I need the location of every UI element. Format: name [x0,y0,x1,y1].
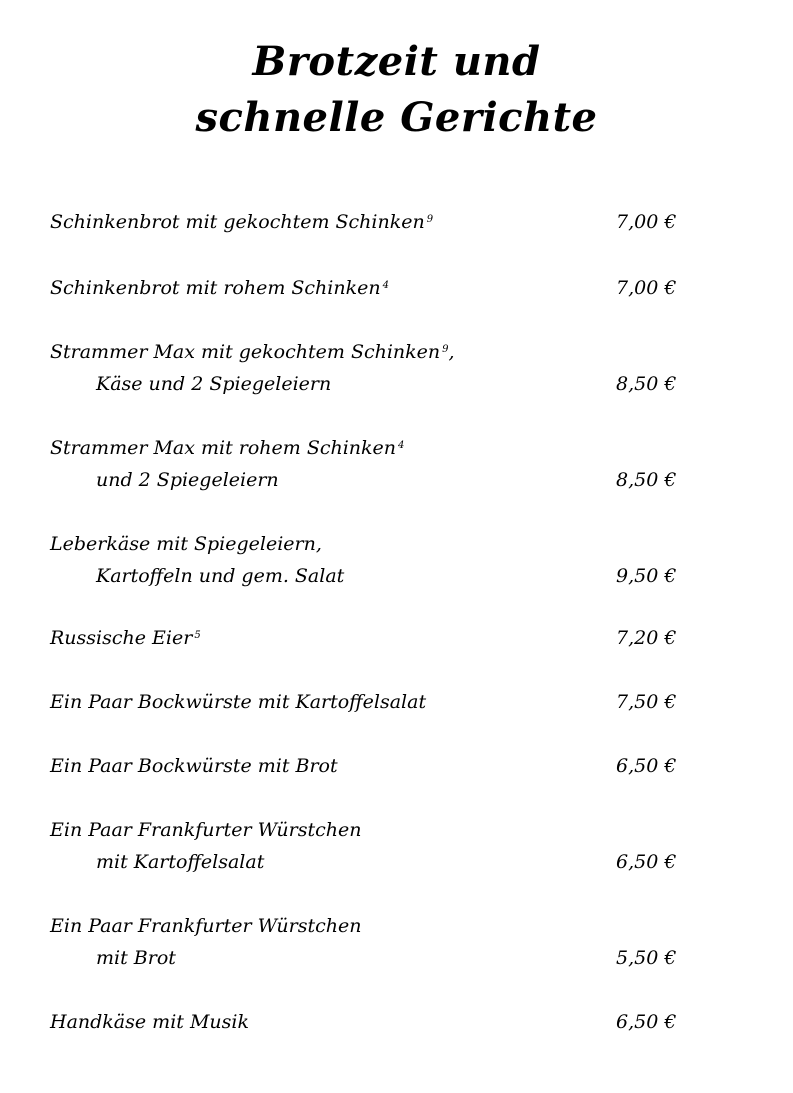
allergen-footnote: 9 [442,344,449,355]
menu-item-name-line [50,528,690,560]
menu-item-detail-line [50,942,690,974]
menu-item [50,622,690,654]
menu-item-detail-line [50,560,690,592]
menu-item [50,910,690,974]
menu-item-name-line [50,814,690,846]
dish-name: Schinkenbrot mit gekochtem Schinken [50,211,425,233]
dish-description: mit Brot [96,947,176,969]
dish-name: Ein Paar Frankfurter Würstchen [50,915,362,937]
dish-name: Handkäse mit Musik [50,1011,249,1033]
menu-item-name-line [50,1006,690,1038]
dish-description: Kartoffeln und gem. Salat [96,565,345,587]
dish-name: Ein Paar Bockwürste mit Kartoffelsalat [50,691,427,713]
allergen-footnote: 9 [426,214,434,225]
menu-item-name-line [50,336,690,368]
menu-item [50,528,690,592]
menu-item-detail-line [50,464,690,496]
page-title [0,34,793,146]
menu-item-detail-line [50,368,690,400]
dish-price: 5,50 € [616,947,677,969]
dish-name: Ein Paar Frankfurter Würstchen [50,819,362,841]
menu-item [50,336,690,400]
dish-description: und 2 Spiegeleiern [96,469,279,491]
dish-price: 8,50 € [616,469,677,491]
menu-item-name-line [50,750,690,782]
menu-item [50,814,690,878]
dish-price: 6,50 € [616,1011,677,1033]
dish-description: Käse und 2 Spiegeleiern [96,373,332,395]
dish-price: 8,50 € [616,373,677,395]
dish-price: 7,50 € [616,691,677,713]
dish-price: 9,50 € [616,565,677,587]
dish-price: 7,00 € [616,211,677,233]
dish-name-punctuation: , [448,341,455,363]
allergen-footnote: 5 [194,630,201,641]
menu-item [50,750,690,782]
menu-item [50,686,690,718]
dish-name: Ein Paar Bockwürste mit Brot [50,755,338,777]
menu-item [50,1006,690,1038]
dish-name: Leberkäse mit Spiegeleiern, [50,533,322,555]
allergen-footnote: 4 [398,440,405,451]
dish-price: 7,20 € [616,627,677,649]
menu-item [50,206,690,238]
dish-name: Russische Eier [50,627,193,649]
dish-name: Schinkenbrot mit rohem Schinken [50,277,381,299]
menu-item [50,432,690,496]
dish-price: 6,50 € [616,851,677,873]
menu-item-name-line [50,272,690,304]
menu-item-name-line [50,432,690,464]
dish-price: 7,00 € [616,277,677,299]
menu-item-name-line [50,686,690,718]
menu-item-name-line [50,910,690,942]
allergen-footnote: 4 [382,280,389,291]
title-line-1: Brotzeit und [252,38,541,85]
title-line-2: schnelle Gerichte [195,94,598,141]
dish-price: 6,50 € [616,755,677,777]
menu-item [50,272,690,304]
menu-item-name-line [50,622,690,654]
dish-name: Strammer Max mit rohem Schinken [50,437,397,459]
dish-name: Strammer Max mit gekochtem Schinken [50,341,441,363]
dish-description: mit Kartoffelsalat [96,851,265,873]
menu-item-detail-line [50,846,690,878]
menu-item-name-line [50,206,690,238]
